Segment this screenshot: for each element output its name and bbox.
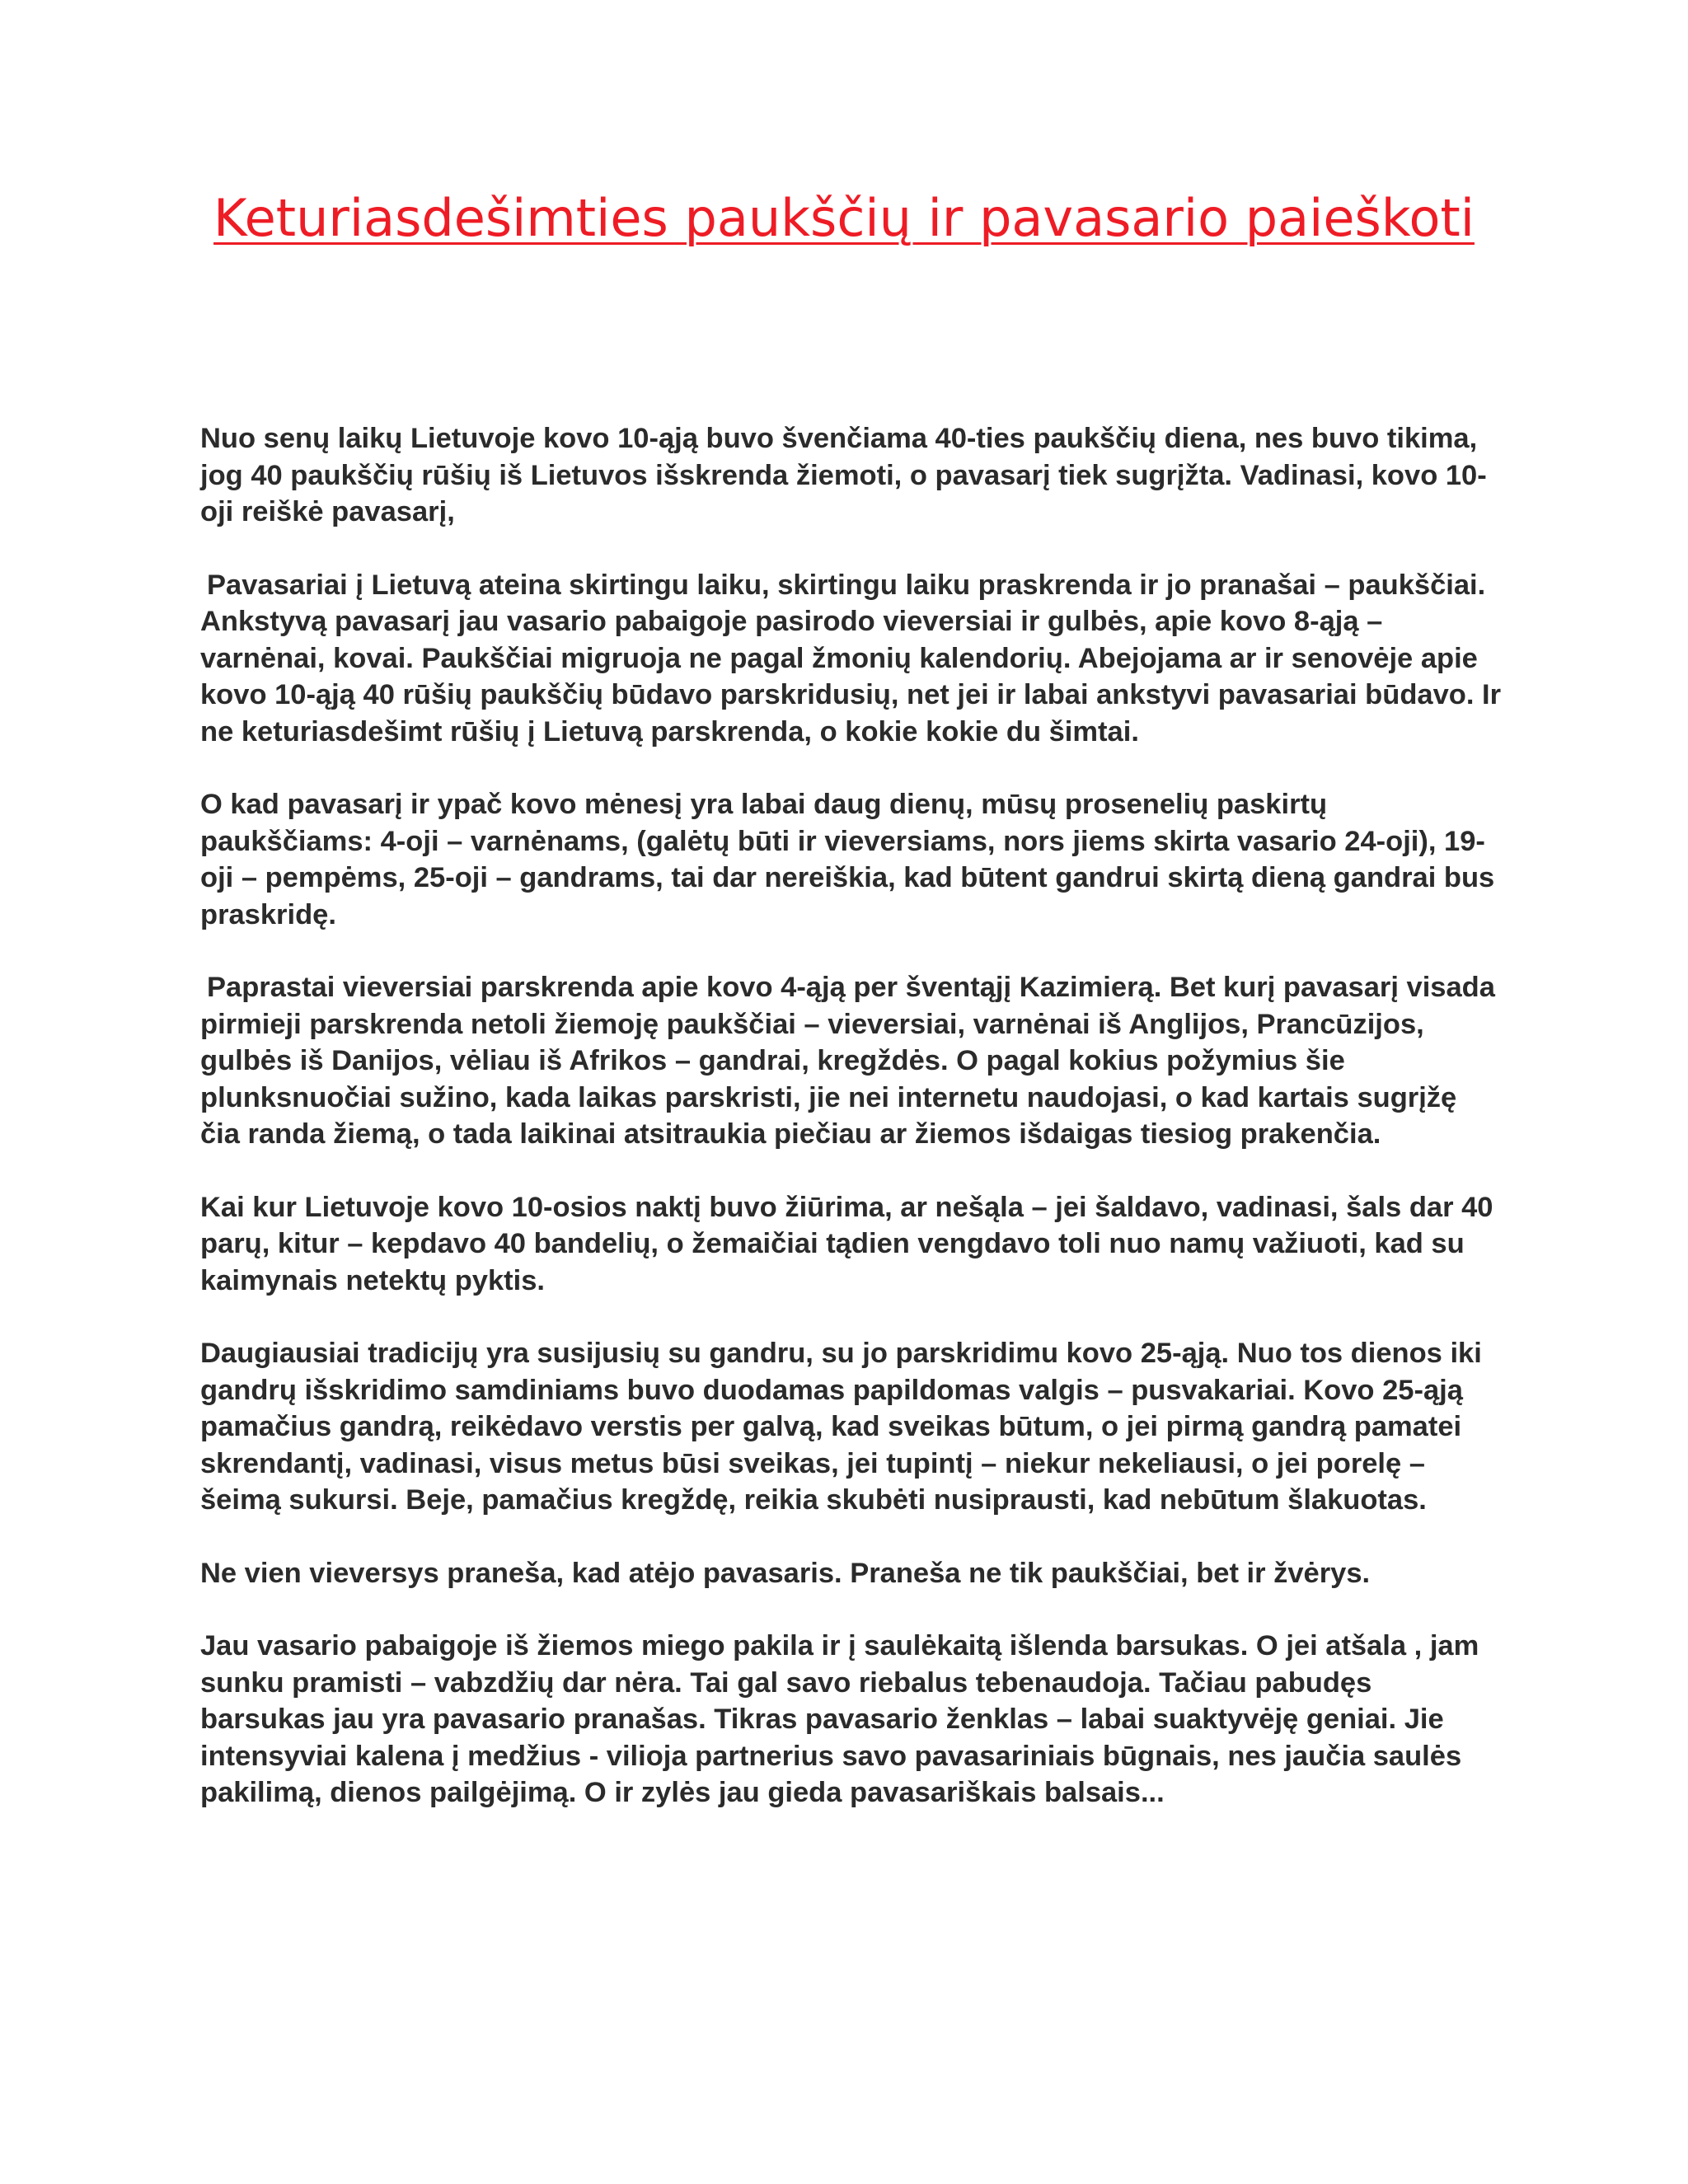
paragraph-5: Kai kur Lietuvoje kovo 10-osios naktį buvo žiūrima, ar nešąla – jei šaldavo, vadinasi, šals dar 40 parų, kitur – kepdavo 40 bandelių, o žemaičiai tądien vengdavo toli nuo namų važiuoti, kad su kaimynais netektų pyktis. — [200, 1191, 1493, 1296]
paragraph-7: Ne vien vieversys praneša, kad atėjo pavasaris. Praneša ne tik paukščiai, bet ir žvėrys. — [200, 1557, 1371, 1589]
paragraph-2: Pavasariai į Lietuvą ateina skirtingu laiku, skirtingu laiku praskrenda ir jo pranašai – paukščiai. Ankstyvą pavasarį jau vasario pabaigoje pasirodo vieversiai ir gulbės, apie kovo 8-ąją – varnėnai, kovai. Paukščiai migruoja ne pagal žmonių kalendorių. Abejojama ar ir senovėje apie kovo 10-ąją 40 rūšių paukščių būdavo parskridusių, net jei ir labai ankstyvi pavasariai būdavo. Ir ne keturiasdešimt rūšių į Lietuvą parskrenda, o kokie kokie du šimtai. — [200, 569, 1502, 748]
document-body — [200, 420, 1503, 1848]
paragraph-3: O kad pavasarį ir ypač kovo mėnesį yra labai daug dienų, mūsų prosenelių paskirtų paukščiams: 4-oji – varnėnams, (galėtų būti ir vieversiams, nors jiems skirta vasario 24-oji), 19-oji – pempėms, 25-oji – gandrams, tai dar nereiškia, kad būtent gandrui skirtą dieną gandrai bus praskridę. — [200, 789, 1495, 930]
document-title: Keturiasdešimties paukščių ir pavasario paieškoti — [213, 188, 1475, 248]
paragraph-1: Nuo senų laikų Lietuvoje kovo 10-ąją buvo švenčiama 40-ties paukščių diena, nes buvo tikima, jog 40 paukščių rūšių iš Lietuvos išskrenda žiemoti, o pavasarį tiek sugrįžta. Vadinasi, kovo 10-oji reiškė pavasarį, — [200, 423, 1487, 527]
paragraph-6: Daugiausiai tradicijų yra susijusių su gandru, su jo parskridimu kovo 25-ąją. Nuo tos dienos iki gandrų išskridimo samdiniams buvo duodamas papildomas valgis – pusvakariai. Kovo 25-ąją pamačius gandrą, reikėdavo verstis per galvą, kad sveikas būtum, o jei pirmą gandrą pamatei skrendantį, vadinasi, visus metus būsi sveikas, jei tupintį – niekur nekeliausi, o jei porelę – šeimą sukursi. Beje, pamačius kregždę, reikia skubėti nusiprausti, kad nebūtum šlakuotas. — [200, 1338, 1482, 1516]
paragraph-8: Jau vasario pabaigoje iš žiemos miego pakila ir į saulėkaitą išlenda barsukas. O jei atšala , jam sunku pramisti – vabzdžių dar nėra. Tai gal savo riebalus tebenaudoja. Tačiau pabudęs barsukas jau yra pavasario pranašas. Tikras pavasario ženklas – labai suaktyvėję geniai. Jie intensyviai kalena į medžius - vilioja partnerius savo pavasariniais būgnais, nes jaučia saulės pakilimą, dienos pailgėjimą. O ir zylės jau gieda pavasariškais balsais... — [200, 1630, 1479, 1808]
paragraph-4: Paprastai vieversiai parskrenda apie kovo 4-ąją per šventąjį Kazimierą. Bet kurį pavasarį visada pirmieji parskrenda netoli žiemoję paukščiai – vieversiai, varnėnai iš Anglijos, Prancūzijos, gulbės iš Danijos, vėliau iš Afrikos – gandrai, kregždės. O pagal kokius požymius šie plunksnuočiai sužino, kada laikas parskristi, jie nei internetu naudojasi, o kad kartais sugrįžę čia randa žiemą, o tada laikinai atsitraukia piečiau ar žiemos išdaigas tiesiog prakenčia. — [200, 972, 1495, 1150]
